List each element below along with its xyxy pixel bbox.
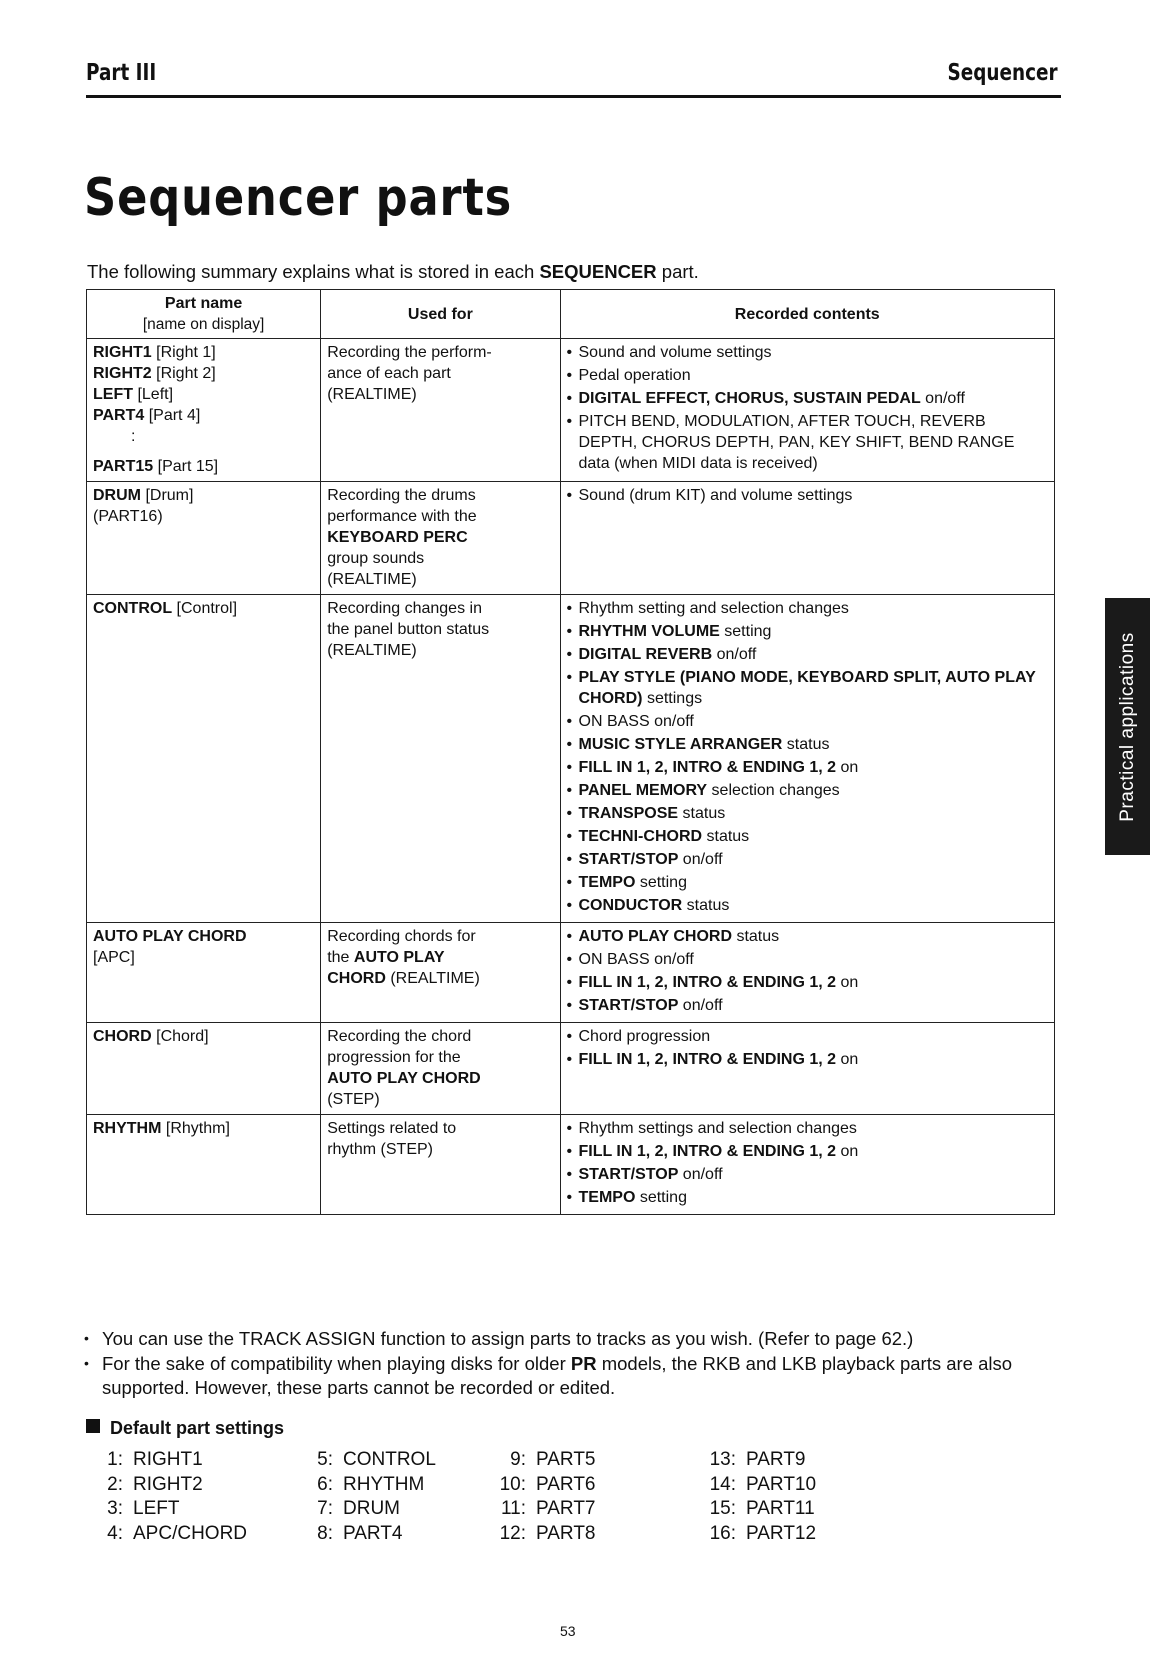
- default-settings-heading: Default part settings: [86, 1418, 284, 1439]
- default-settings-column: 5: CONTROL 6: RHYTHM 7: DRUM 8: PART4: [317, 1449, 436, 1544]
- recorded-cell: • AUTO PLAY CHORD status • ON BASS on/off • FILL IN 1, 2, INTRO & ENDING 1, 2 on • START/STOP on/off: [560, 923, 1055, 1023]
- col-header-part-name: Part name [name on display]: [87, 290, 321, 339]
- header-rule: [86, 95, 1061, 98]
- intro-text: The following summary explains what is stored in each SEQUENCER part.: [87, 261, 699, 282]
- header-part-label: Part III: [86, 60, 157, 86]
- notes: [84, 1326, 1059, 1400]
- table-row: [87, 339, 1055, 482]
- col-header-used-for: Used for: [321, 290, 560, 339]
- sequencer-parts-table: [86, 289, 1055, 1215]
- recorded-cell: • Rhythm setting and selection changes • RHYTHM VOLUME setting • DIGITAL REVERB on/off • PLAY STYLE (PIANO MODE, KEYBOARD SPLIT, AUTO PLAY CHORD) settings • ON BASS on/off • MUSIC STYLE ARRANGER status • FILL IN 1, 2, INTRO & ENDING 1, 2 on • PANEL MEMORY selection changes • TRANSPOSE status • TECHNI-CHORD status • START/STOP on/off • TEMPO setting • CONDUCTOR status: [560, 595, 1055, 923]
- used-for-cell: Recording chords for the AUTO PLAY CHORD (REALTIME): [321, 923, 560, 1023]
- part-name-cell: CHORD [Chord]: [87, 1023, 321, 1115]
- table-row: [87, 923, 1055, 1023]
- col-header-recorded: Recorded contents: [560, 290, 1055, 339]
- used-for-cell: Recording changes in the panel button status (REALTIME): [321, 595, 560, 923]
- section-side-tab: Practical applications: [1105, 598, 1150, 855]
- default-settings-column: 9: PART5 10: PART6 11: PART7 12: PART8: [499, 1449, 596, 1544]
- used-for-cell: Recording the perform- ance of each part (REALTIME): [321, 339, 560, 482]
- used-for-cell: Recording the chord progression for the AUTO PLAY CHORD (STEP): [321, 1023, 560, 1115]
- default-settings-column: 13: PART9 14: PART10 15: PART11 16: PART12: [709, 1449, 817, 1544]
- part-name-cell: RIGHT1 [Right 1] RIGHT2 [Right 2] LEFT [Left] PART4 [Part 4] : PART15 [Part 15]: [87, 339, 321, 482]
- table-header-row: [87, 290, 1055, 339]
- header-section-label: Sequencer: [947, 60, 1058, 86]
- recorded-cell: • Sound (drum KIT) and volume settings: [560, 482, 1055, 595]
- recorded-cell: • Chord progression • FILL IN 1, 2, INTRO & ENDING 1, 2 on: [560, 1023, 1055, 1115]
- table-row: [87, 1023, 1055, 1115]
- page-title: Sequencer parts: [84, 168, 513, 228]
- part-name-cell: RHYTHM [Rhythm]: [87, 1115, 321, 1215]
- table-row: [87, 1115, 1055, 1215]
- table-row: [87, 595, 1055, 923]
- note-item: • For the sake of compatibility when playing disks for older PR models, the RKB and LKB playback parts are also supported. However, these parts cannot be recorded or edited.: [84, 1351, 1059, 1400]
- part-name-cell: CONTROL [Control]: [87, 595, 321, 923]
- page-number: 53: [560, 1623, 576, 1639]
- part-name-cell: AUTO PLAY CHORD [APC]: [87, 923, 321, 1023]
- recorded-cell: • Sound and volume settings • Pedal operation • DIGITAL EFFECT, CHORUS, SUSTAIN PEDAL on/off • PITCH BEND, MODULATION, AFTER TOUCH, REVERB DEPTH, CHORUS DEPTH, PAN, KEY SHIFT, BEND RANGE data (when MIDI data is received): [560, 339, 1055, 482]
- part-name-cell: DRUM [Drum] (PART16): [87, 482, 321, 595]
- recorded-cell: • Rhythm settings and selection changes • FILL IN 1, 2, INTRO & ENDING 1, 2 on • START/STOP on/off • TEMPO setting: [560, 1115, 1055, 1215]
- used-for-cell: Recording the drums performance with the KEYBOARD PERC group sounds (REALTIME): [321, 482, 560, 595]
- table-row: [87, 482, 1055, 595]
- used-for-cell: Settings related to rhythm (STEP): [321, 1115, 560, 1215]
- square-bullet-icon: [86, 1419, 100, 1433]
- default-settings-column: 1: RIGHT1 2: RIGHT2 3: LEFT 4: APC/CHORD: [107, 1449, 248, 1544]
- note-item: • You can use the TRACK ASSIGN function to assign parts to tracks as you wish. (Refer to page 62.): [84, 1326, 1059, 1351]
